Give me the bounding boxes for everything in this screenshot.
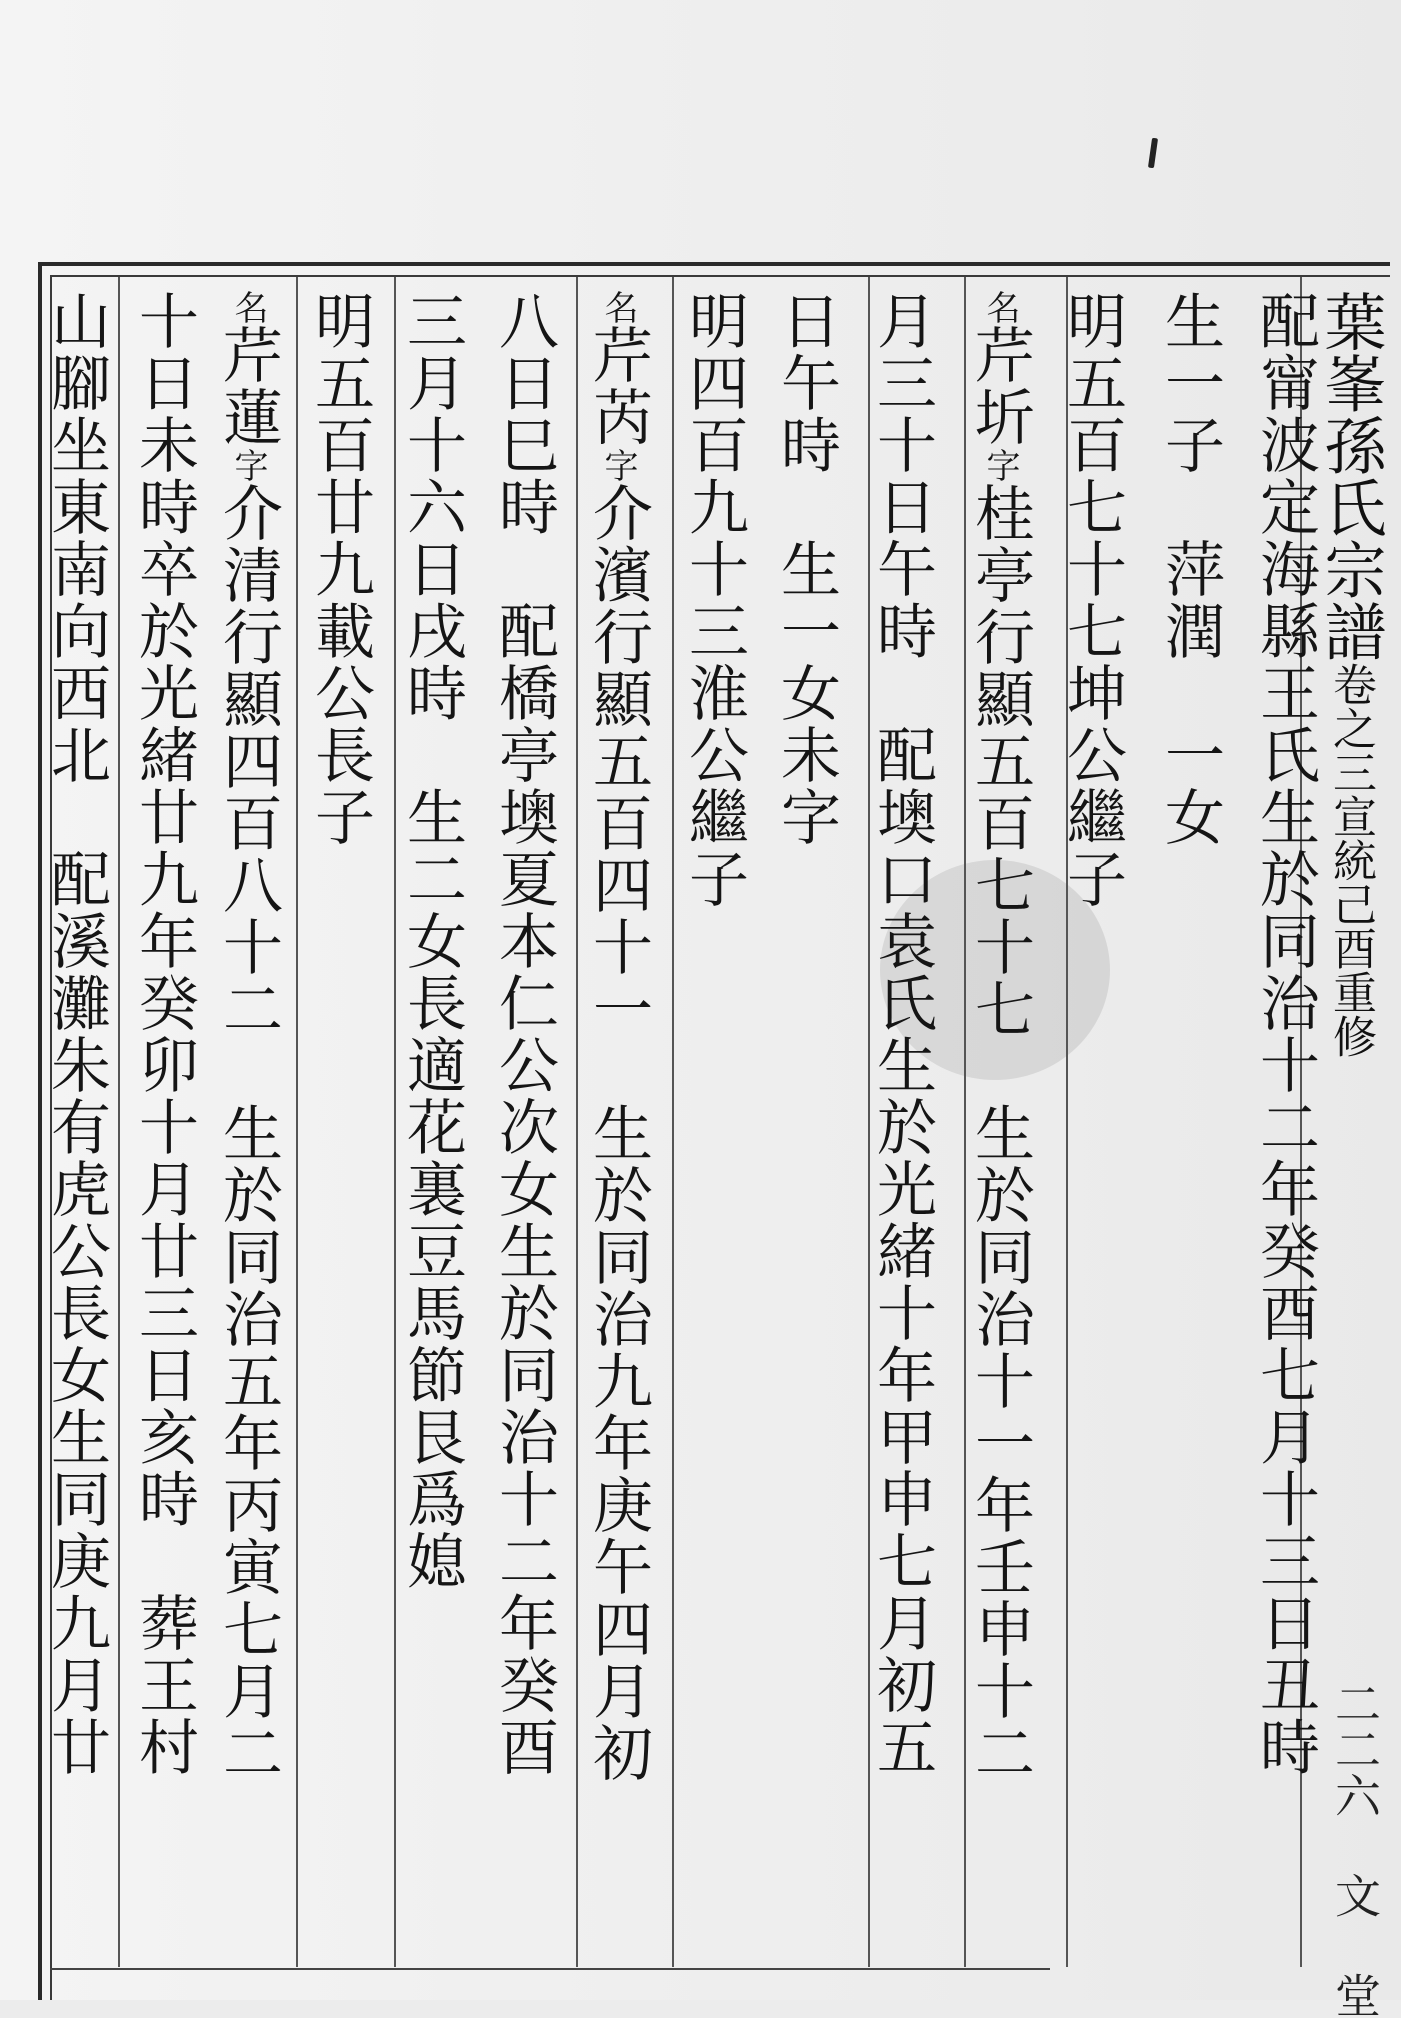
name-marker: 名 bbox=[980, 290, 1020, 324]
person-name: 芹蓮 bbox=[213, 324, 283, 448]
text-column-10 bbox=[392, 290, 472, 1592]
text-column-7 bbox=[674, 290, 754, 910]
column-rule bbox=[118, 277, 120, 1967]
name-marker: 名 bbox=[228, 290, 268, 324]
text-column-3 bbox=[1052, 290, 1132, 910]
column-text: 桂亭行顯五百七十七 生於同治十一年壬申十二 bbox=[965, 482, 1035, 1784]
courtesy-marker: 字 bbox=[980, 448, 1020, 482]
text-column-11 bbox=[300, 290, 380, 848]
column-text: 明五百七十七坤公繼子 bbox=[1057, 290, 1127, 910]
page-number: 二二六 文 堂 bbox=[1328, 1680, 1382, 2018]
genealogy-title: 葉峯孫氏宗譜 bbox=[1314, 290, 1387, 662]
column-text: 日午時 生一女未字 bbox=[771, 290, 841, 848]
text-column-14 bbox=[36, 290, 116, 1778]
text-column-8 bbox=[578, 290, 658, 1784]
column-rule bbox=[296, 277, 298, 1967]
text-column-4 bbox=[960, 290, 1040, 1784]
column-text: 明四百九十三淮公繼子 bbox=[679, 290, 749, 910]
person-name: 芹圻 bbox=[965, 324, 1035, 448]
bottom-rule bbox=[50, 1968, 1050, 1970]
text-column-2 bbox=[1150, 290, 1230, 848]
volume-label: 卷之三 bbox=[1325, 662, 1376, 794]
text-column-1 bbox=[1245, 290, 1325, 1778]
text-column-5 bbox=[862, 290, 942, 1778]
person-name: 芹芮 bbox=[583, 324, 653, 448]
column-text: 八日巳時 配橋亭墺夏本仁公次女生於同治十二年癸酉 bbox=[489, 290, 559, 1778]
column-text: 生一子 萍潤 一女 bbox=[1155, 290, 1225, 848]
column-text: 十日未時卒於光緒廿九年癸卯十月廿三日亥時 葬王村 bbox=[129, 290, 199, 1778]
text-column-9 bbox=[484, 290, 564, 1778]
column-text: 配甯波定海縣王氏生於同治十二年癸酉七月十三日丑時 bbox=[1250, 290, 1320, 1778]
column-text: 介濱行顯五百四十一 生於同治九年庚午四月初 bbox=[583, 482, 653, 1784]
column-text: 明五百廿九載公長子 bbox=[305, 290, 375, 848]
column-text: 三月十六日戌時 生二女長適花裏豆馬節艮爲媳 bbox=[397, 290, 467, 1592]
column-text: 山腳坐東南向西北 配溪灘朱有虎公長女生同庚九月廿 bbox=[41, 290, 111, 1778]
column-text: 介清行顯四百八十二 生於同治五年丙寅七月二 bbox=[213, 482, 283, 1784]
column-text: 月三十日午時 配墺口袁氏生於光緒十年甲申七月初五 bbox=[867, 290, 937, 1778]
courtesy-marker: 字 bbox=[598, 448, 638, 482]
edition-label: 宣統己酉重修 bbox=[1325, 794, 1376, 1058]
courtesy-marker: 字 bbox=[228, 448, 268, 482]
text-column-13 bbox=[124, 290, 204, 1778]
name-marker: 名 bbox=[598, 290, 638, 324]
text-column-6 bbox=[766, 290, 846, 848]
text-column-12 bbox=[208, 290, 288, 1784]
